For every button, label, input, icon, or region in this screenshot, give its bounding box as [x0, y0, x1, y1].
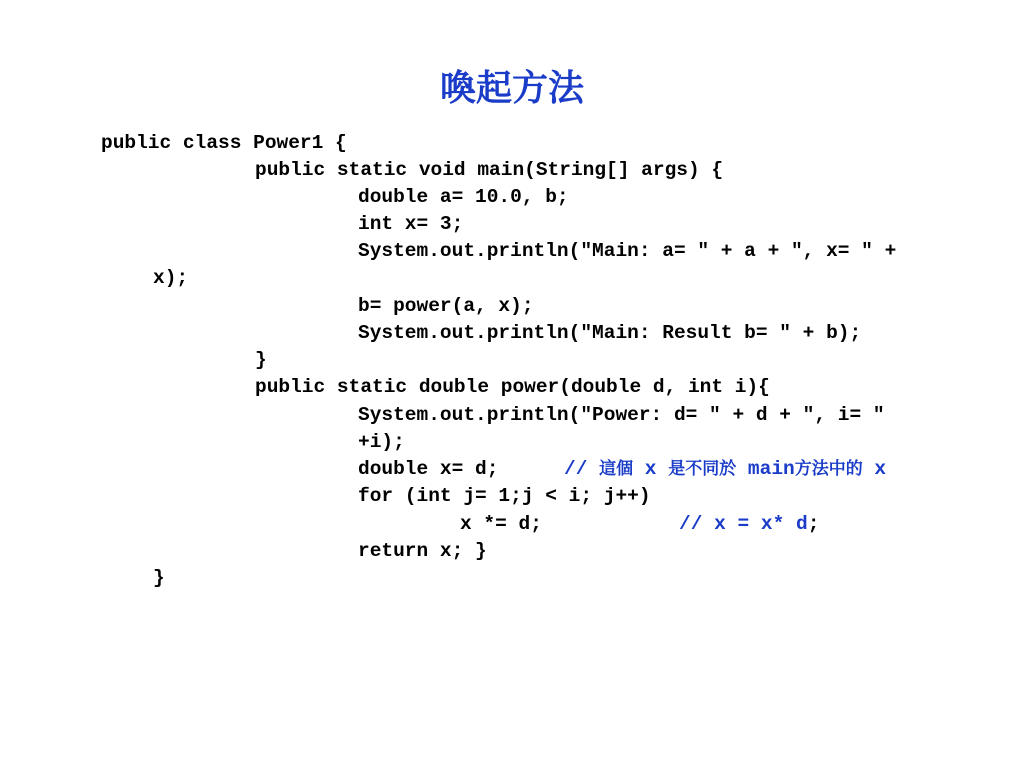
code-line: for (int j= 1;j < i; j++)	[358, 485, 651, 507]
code-line: System.out.println("Main: Result b= " + b);	[358, 322, 862, 344]
code-line: public class Power1 {	[101, 132, 347, 154]
code-line: x *= d;	[460, 513, 542, 535]
comment-prefix: //	[564, 458, 600, 480]
comment-text: 這個	[599, 459, 634, 479]
code-line: double a= 10.0, b;	[358, 186, 569, 208]
code-line: +i);	[358, 431, 405, 453]
comment-text: main	[736, 458, 795, 480]
comment-text: x	[862, 458, 887, 480]
slide-title: 喚起方法	[439, 67, 584, 109]
code-line: b= power(a, x);	[358, 295, 534, 317]
comment-tail: ;	[807, 513, 820, 535]
code-line: x);	[153, 267, 189, 289]
comment-text: // x = x* d	[679, 513, 808, 535]
code-line: System.out.println("Power: d= " + d + ", i= "	[358, 404, 885, 426]
comment-text: 是不同於	[668, 459, 737, 479]
code-comment	[679, 511, 819, 538]
code-line: }	[255, 349, 267, 371]
code-comment	[564, 456, 886, 483]
code-line: }	[153, 567, 165, 589]
comment-text: 方法中的	[794, 459, 863, 479]
code-line: double x= d;	[358, 458, 499, 480]
code-line: int x= 3;	[358, 213, 464, 235]
code-line: System.out.println("Main: a= " + a + ", x= " +	[358, 240, 897, 262]
code-line: public static void main(String[] args) {	[255, 159, 724, 181]
code-line: public static double power(double d, int i){	[255, 376, 770, 398]
code-line: return x; }	[358, 540, 487, 562]
comment-text: x	[633, 458, 669, 480]
